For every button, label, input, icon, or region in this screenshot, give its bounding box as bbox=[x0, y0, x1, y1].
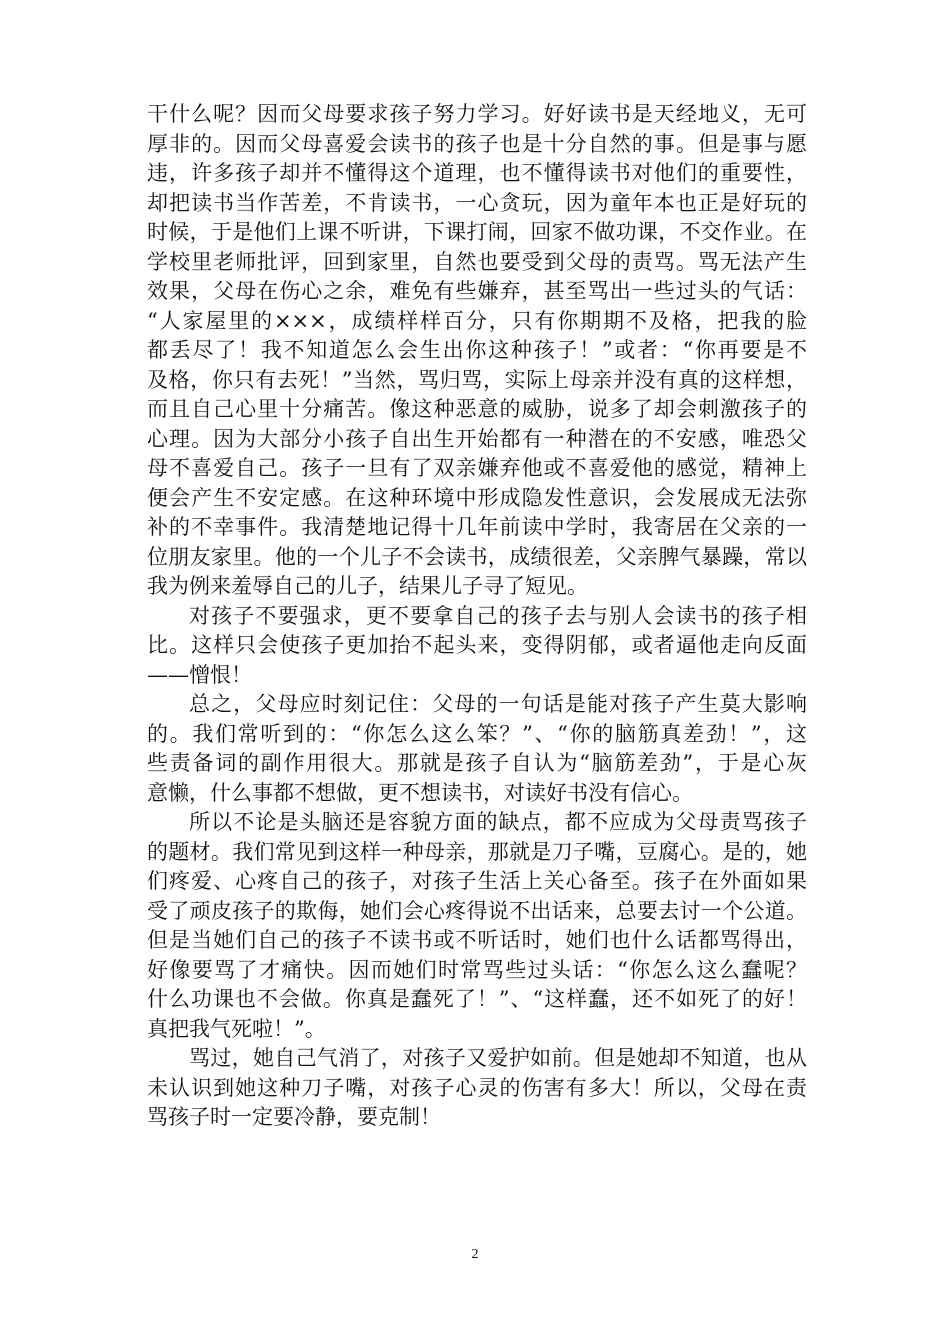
text-line: 心理。因为大部分小孩子自出生开始都有一种潜在的不安感，唯恐父 bbox=[147, 426, 807, 451]
text-line: ——憎恨！ bbox=[147, 662, 252, 687]
text-line: 我为例来羞辱自己的儿子，结果儿子寻了短见。 bbox=[147, 574, 588, 598]
paragraph-first-line: 对孩子不要强求，更不要拿自己的孩子去与别人会读书的孩子相 bbox=[189, 603, 807, 628]
paragraph-first-line: 总之，父母应时刻记住：父母的一句话是能对孩子产生莫大影响 bbox=[189, 692, 807, 716]
text-line: 的。我们常听到的：“你怎么这么笨？”、“你的脑筋真差劲！”，这 bbox=[147, 721, 807, 746]
text-line: 违，许多孩子却并不懂得这个道理，也不懂得读书对他们的重要性， bbox=[147, 161, 807, 185]
text-line: 真把我气死啦！”。 bbox=[147, 1016, 326, 1041]
text-line: 好像要骂了才痛快。因而她们时常骂些过头话：“你怎么这么蠢呢？ bbox=[147, 957, 807, 982]
page-number: 2 bbox=[471, 1247, 479, 1262]
text-line: 意懒，什么事都不想做，更不想读书，对读好书没有信心。 bbox=[147, 780, 693, 805]
text-line: 比。这样只会使孩子更加抬不起头来，变得阴郁，或者逼他走向反面 bbox=[147, 633, 807, 657]
text-line: 干什么呢？因而父母要求孩子努力学习。好好读书是天经地义，无可 bbox=[147, 102, 807, 126]
paragraph-first-line: 所以不论是头脑还是容貌方面的缺点，都不应成为父母责骂孩子 bbox=[189, 810, 807, 834]
text-line: 厚非的。因而父母喜爱会读书的孩子也是十分自然的事。但是事与愿 bbox=[147, 131, 807, 156]
text-line: 受了顽皮孩子的欺侮，她们会心疼得说不出话来，总要去讨一个公道。 bbox=[147, 898, 807, 923]
text-line: 时候，于是他们上课不听讲，下课打闹，回家不做功课，不交作业。在 bbox=[147, 220, 807, 244]
paragraph-first-line: 骂过，她自己气消了，对孩子又爱护如前。但是她却不知道，也从 bbox=[189, 1046, 807, 1070]
body-text bbox=[147, 100, 807, 1133]
text-line: 学校里老师批评，回到家里，自然也要受到父母的责骂。骂无法产生 bbox=[147, 249, 807, 274]
text-line: 便会产生不安定感。在这种环境中形成隐发性意识，会发展成无法弥 bbox=[147, 485, 807, 510]
text-line: 都丢尽了！我不知道怎么会生出你这种孩子！”或者：“你再要是不 bbox=[147, 338, 807, 362]
text-line: 却把读书当作苦差，不肯读书，一心贪玩，因为童年本也正是好玩的 bbox=[147, 190, 807, 215]
text-line: 们疼爱、心疼自己的孩子，对孩子生活上关心备至。孩子在外面如果 bbox=[147, 869, 807, 893]
text-line: 及格，你只有去死！”当然，骂归骂，实际上母亲并没有真的这样想， bbox=[147, 367, 807, 392]
text-line: 母不喜爱自己。孩子一旦有了双亲嫌弃他或不喜爱他的感觉，精神上 bbox=[147, 456, 807, 480]
text-line: 的题材。我们常见到这样一种母亲，那就是刀子嘴，豆腐心。是的，她 bbox=[147, 839, 807, 864]
text-line: 而且自己心里十分痛苦。像这种恶意的威胁，说多了却会刺激孩子的 bbox=[147, 397, 807, 421]
text-line: 些责备词的副作用很大。那就是孩子自认为“脑筋差劲”，于是心灰 bbox=[147, 751, 807, 775]
text-line: 骂孩子时一定要冷静，要克制！ bbox=[147, 1105, 441, 1129]
text-line: 未认识到她这种刀子嘴，对孩子心灵的伤害有多大！所以，父母在责 bbox=[147, 1075, 807, 1100]
text-line: 效果，父母在伤心之余，难免有些嫌弃，甚至骂出一些过头的气话： bbox=[147, 279, 807, 303]
text-line: 补的不幸事件。我清楚地记得十几年前读中学时，我寄居在父亲的一 bbox=[147, 515, 807, 539]
text-line: 什么功课也不会做。你真是蠢死了！”、“这样蠢，还不如死了的好！ bbox=[147, 987, 807, 1011]
text-line: 位朋友家里。他的一个儿子不会读书，成绩很差，父亲脾气暴躁，常以 bbox=[147, 544, 807, 569]
text-line: “人家屋里的×××，成绩样样百分，只有你期期不及格，把我的脸 bbox=[147, 308, 807, 333]
text-line: 但是当她们自己的孩子不读书或不听话时，她们也什么话都骂得出， bbox=[147, 928, 807, 952]
